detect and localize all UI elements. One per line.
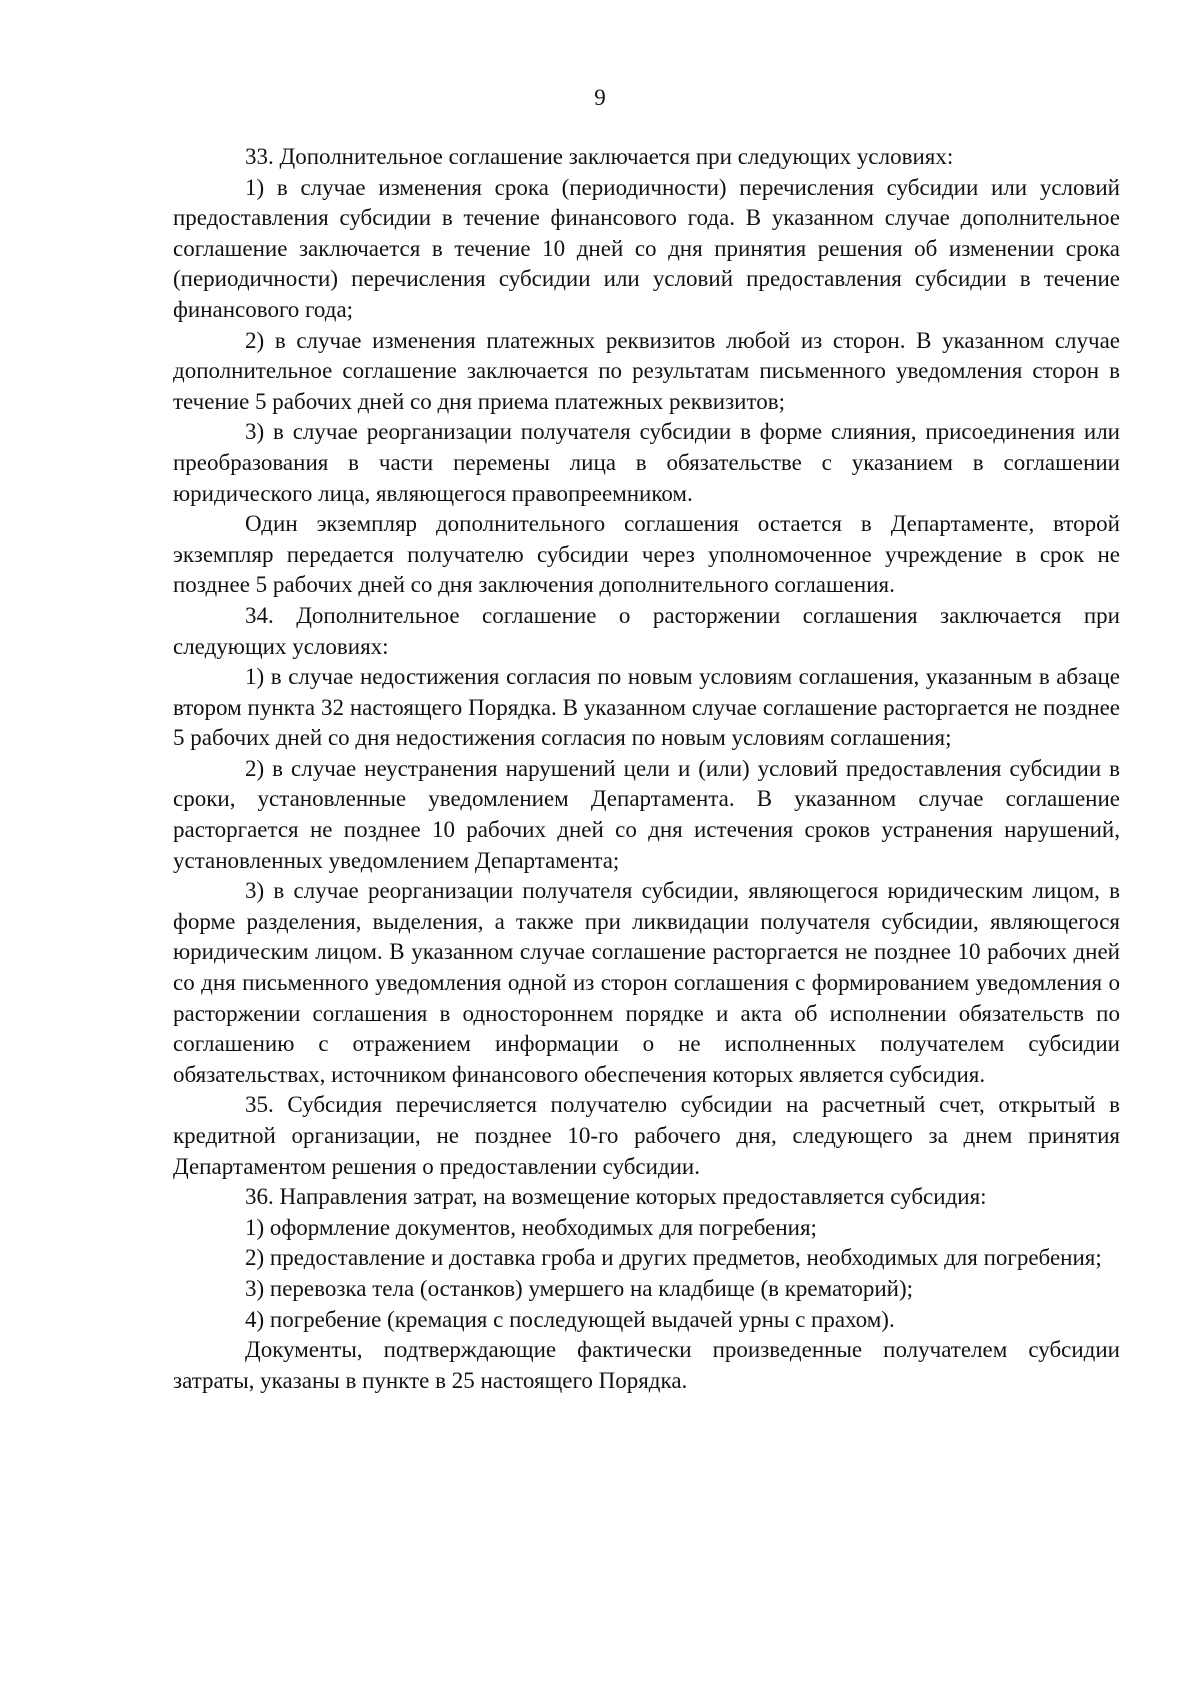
paragraph-36-heading: 36. Направления затрат, на возмещение которых предоставляется субсидия: xyxy=(245,1184,987,1210)
paragraph-36-item-2: 2) предоставление и доставка гроба и других предметов, необходимых для погребения; xyxy=(245,1245,1102,1271)
paragraph-33-item-3: 3) в случае реорганизации получателя субсидии в форме слияния, присоединения или преобразования в части перемены лица в обязательстве с указанием в соглашении юридического лица, являющегося правопреемником. xyxy=(173,419,1120,506)
paragraph-34-item-2: 2) в случае неустранения нарушений цели и (или) условий предоставления субсидии в сроки, установленные уведомлением Департамента. В указанном случае соглашение расторгается не позднее 10 рабочих дней со дня истечения сроков устранения нарушений, установленных уведомлением Департамента; xyxy=(173,755,1120,873)
paragraph-33-heading: 33. Дополнительное соглашение заключается при следующих условиях: xyxy=(245,144,954,169)
paragraph-34-heading: 34. Дополнительное соглашение о расторжении соглашения заключается при следующих условиях: xyxy=(173,602,1120,659)
paragraph-33-item-2: 2) в случае изменения платежных реквизитов любой из сторон. В указанном случае дополнительное соглашение заключается по результатам письменного уведомления сторон в течение 5 рабочих дней со дня приема платежных реквизитов; xyxy=(173,327,1120,414)
paragraph-36-item-3: 3) перевозка тела (останков) умершего на кладбище (в крематорий); xyxy=(245,1275,914,1301)
paragraph-33-copies: Один экземпляр дополнительного соглашения остается в Департаменте, второй экземпляр передается получателю субсидии через уполномоченное учреждение в срок не позднее 5 рабочих дней со дня заключения дополнительного соглашения. xyxy=(173,511,1120,598)
paragraph-36-documents: Документы, подтверждающие фактически произведенные получателем субсидии затраты, указаны в пункте в 25 настоящего Порядка. xyxy=(173,1337,1120,1393)
page-number: 9 xyxy=(594,85,606,110)
paragraph-33-item-1: 1) в случае изменения срока (периодичности) перечисления субсидии или условий предоставления субсидии в течение финансового года. В указанном случае дополнительное соглашение заключается в течение 10 дней со дня принятия решения об изменении срока (периодичности) перечисления субсидии или условий предоставления субсидии в течение финансового года; xyxy=(173,174,1120,322)
document-body xyxy=(173,142,1120,1396)
paragraph-34-item-3: 3) в случае реорганизации получателя субсидии, являющегося юридическим лицом, в форме разделения, выделения, а также при ликвидации получателя субсидии, являющегося юридическим лицом. В указанном случае соглашение расторгается не позднее 10 рабочих дней со дня письменного уведомления одной из сторон соглашения с формированием уведомления о расторжении соглашения в одностороннем порядке и акта об исполнении обязательств по соглашению с отражением информации о не исполненных получателем субсидии обязательствах, источником финансового обеспечения которых является субсидия. xyxy=(173,878,1120,1087)
paragraph-36-item-1: 1) оформление документов, необходимых для погребения; xyxy=(245,1214,817,1240)
paragraph-34-item-1: 1) в случае недостижения согласия по новым условиям соглашения, указанным в абзаце втором пункта 32 настоящего Порядка. В указанном случае соглашение расторгается не позднее 5 рабочих дней со дня недостижения согласия по новым условиям соглашения; xyxy=(173,664,1120,751)
paragraph-36-item-4: 4) погребение (кремация с последующей выдачей урны с прахом). xyxy=(245,1306,895,1332)
paragraph-35: 35. Субсидия перечисляется получателю субсидии на расчетный счет, открытый в кредитной организации, не позднее 10-го рабочего дня, следующего за днем принятия Департаментом решения о предоставлении субсидии. xyxy=(173,1092,1120,1179)
